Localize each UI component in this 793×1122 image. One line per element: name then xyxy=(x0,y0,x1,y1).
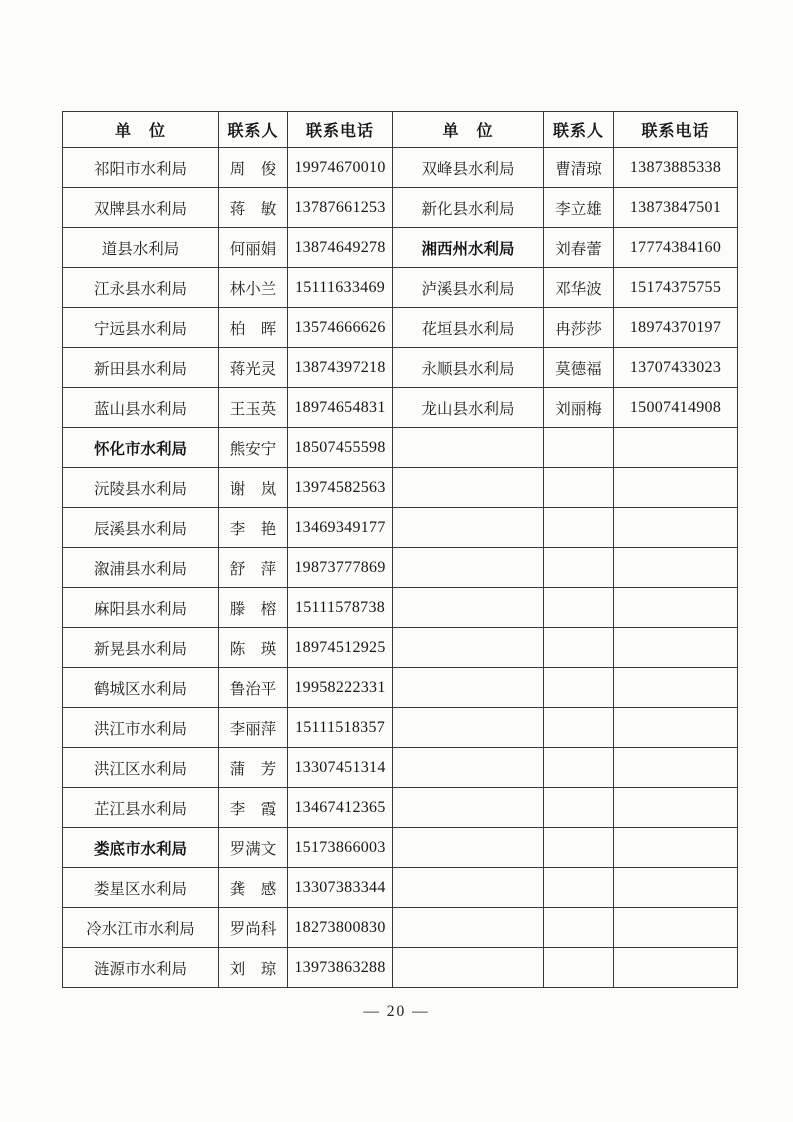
contact-cell-left: 蒋光灵 xyxy=(219,348,288,388)
phone-cell-right xyxy=(614,868,738,908)
table-row xyxy=(63,148,738,188)
contact-cell-right xyxy=(544,708,614,748)
contact-cell-right xyxy=(544,508,614,548)
table-row xyxy=(63,348,738,388)
contact-cell-left: 何丽娟 xyxy=(219,228,288,268)
contact-cell-left: 周 俊 xyxy=(219,148,288,188)
phone-cell-right xyxy=(614,948,738,988)
contact-cell-left: 鲁治平 xyxy=(219,668,288,708)
contact-cell-left: 谢 岚 xyxy=(219,468,288,508)
unit-cell-right xyxy=(393,508,544,548)
contact-cell-left: 蒲 芳 xyxy=(219,748,288,788)
phone-cell-left: 15111633469 xyxy=(288,268,393,308)
table-row xyxy=(63,468,738,508)
phone-cell-right xyxy=(614,748,738,788)
table-row xyxy=(63,908,738,948)
unit-cell-right xyxy=(393,468,544,508)
unit-cell-left: 涟源市水利局 xyxy=(63,948,219,988)
contact-cell-left: 舒 萍 xyxy=(219,548,288,588)
table-row xyxy=(63,428,738,468)
phone-cell-left: 13787661253 xyxy=(288,188,393,228)
table-row xyxy=(63,228,738,268)
contact-cell-right xyxy=(544,548,614,588)
unit-cell-right: 双峰县水利局 xyxy=(393,148,544,188)
contact-cell-left: 柏 晖 xyxy=(219,308,288,348)
contact-cell-left: 王玉英 xyxy=(219,388,288,428)
unit-cell-right xyxy=(393,668,544,708)
phone-cell-right: 15174375755 xyxy=(614,268,738,308)
unit-cell-left: 冷水江市水利局 xyxy=(63,908,219,948)
table-row xyxy=(63,628,738,668)
table-header-row xyxy=(63,112,738,148)
contact-cell-right: 刘丽梅 xyxy=(544,388,614,428)
contact-cell-right xyxy=(544,668,614,708)
phone-cell-left: 13973863288 xyxy=(288,948,393,988)
phone-cell-left: 15111578738 xyxy=(288,588,393,628)
phone-cell-left: 19873777869 xyxy=(288,548,393,588)
unit-cell-left: 双牌县水利局 xyxy=(63,188,219,228)
phone-cell-right: 15007414908 xyxy=(614,388,738,428)
unit-cell-left: 新田县水利局 xyxy=(63,348,219,388)
header-phone-right: 联系电话 xyxy=(614,112,738,148)
phone-cell-left: 13467412365 xyxy=(288,788,393,828)
contact-cell-right xyxy=(544,788,614,828)
table-row xyxy=(63,748,738,788)
contact-cell-right: 曹清琼 xyxy=(544,148,614,188)
unit-cell-left: 娄星区水利局 xyxy=(63,868,219,908)
unit-cell-right xyxy=(393,428,544,468)
table-row xyxy=(63,708,738,748)
contact-cell-left: 龚 感 xyxy=(219,868,288,908)
contact-cell-right: 邓华波 xyxy=(544,268,614,308)
unit-cell-left: 鹤城区水利局 xyxy=(63,668,219,708)
contact-cell-right: 冉莎莎 xyxy=(544,308,614,348)
table-row xyxy=(63,308,738,348)
table-row xyxy=(63,668,738,708)
table-row xyxy=(63,788,738,828)
unit-cell-right: 永顺县水利局 xyxy=(393,348,544,388)
contact-cell-right xyxy=(544,628,614,668)
phone-cell-right xyxy=(614,468,738,508)
table-row xyxy=(63,868,738,908)
phone-cell-left: 13469349177 xyxy=(288,508,393,548)
unit-cell-right xyxy=(393,788,544,828)
phone-cell-right xyxy=(614,628,738,668)
table-row xyxy=(63,508,738,548)
contact-cell-right xyxy=(544,868,614,908)
contact-cell-left: 滕 榕 xyxy=(219,588,288,628)
unit-cell-left: 洪江区水利局 xyxy=(63,748,219,788)
table-row xyxy=(63,388,738,428)
unit-cell-right: 花垣县水利局 xyxy=(393,308,544,348)
unit-cell-left: 洪江市水利局 xyxy=(63,708,219,748)
unit-cell-left: 蓝山县水利局 xyxy=(63,388,219,428)
contact-cell-left: 罗尚科 xyxy=(219,908,288,948)
phone-cell-left: 18974654831 xyxy=(288,388,393,428)
unit-cell-right xyxy=(393,708,544,748)
contact-cell-right xyxy=(544,948,614,988)
contact-cell-right xyxy=(544,468,614,508)
header-unit-left: 单 位 xyxy=(63,112,219,148)
unit-cell-right xyxy=(393,588,544,628)
unit-cell-left: 道县水利局 xyxy=(63,228,219,268)
phone-cell-left: 13307451314 xyxy=(288,748,393,788)
contact-cell-left: 熊安宁 xyxy=(219,428,288,468)
unit-cell-right: 泸溪县水利局 xyxy=(393,268,544,308)
contact-cell-left: 蒋 敏 xyxy=(219,188,288,228)
phone-cell-left: 18507455598 xyxy=(288,428,393,468)
unit-cell-left: 宁远县水利局 xyxy=(63,308,219,348)
unit-cell-right xyxy=(393,868,544,908)
contact-cell-right xyxy=(544,828,614,868)
unit-cell-left: 娄底市水利局 xyxy=(63,828,219,868)
unit-cell-left: 江永县水利局 xyxy=(63,268,219,308)
table-row xyxy=(63,548,738,588)
contact-cell-left: 陈 瑛 xyxy=(219,628,288,668)
phone-cell-right xyxy=(614,508,738,548)
phone-cell-left: 15173866003 xyxy=(288,828,393,868)
contact-cell-right: 莫德福 xyxy=(544,348,614,388)
contact-cell-right: 李立雄 xyxy=(544,188,614,228)
phone-cell-left: 19974670010 xyxy=(288,148,393,188)
contact-cell-right xyxy=(544,748,614,788)
phone-cell-left: 13574666626 xyxy=(288,308,393,348)
contact-cell-right xyxy=(544,588,614,628)
contact-cell-left: 李丽萍 xyxy=(219,708,288,748)
phone-cell-right xyxy=(614,548,738,588)
header-unit-right: 单 位 xyxy=(393,112,544,148)
unit-cell-right xyxy=(393,748,544,788)
phone-cell-right xyxy=(614,668,738,708)
unit-cell-left: 祁阳市水利局 xyxy=(63,148,219,188)
phone-cell-left: 13307383344 xyxy=(288,868,393,908)
table-row xyxy=(63,588,738,628)
contact-cell-left: 李 霞 xyxy=(219,788,288,828)
contact-table xyxy=(62,111,738,988)
unit-cell-left: 溆浦县水利局 xyxy=(63,548,219,588)
phone-cell-right xyxy=(614,428,738,468)
phone-cell-right xyxy=(614,588,738,628)
contact-cell-left: 罗满文 xyxy=(219,828,288,868)
phone-cell-right xyxy=(614,828,738,868)
table-row xyxy=(63,948,738,988)
phone-cell-right: 13707433023 xyxy=(614,348,738,388)
unit-cell-left: 芷江县水利局 xyxy=(63,788,219,828)
header-contact-right: 联系人 xyxy=(544,112,614,148)
phone-cell-left: 15111518357 xyxy=(288,708,393,748)
unit-cell-left: 辰溪县水利局 xyxy=(63,508,219,548)
phone-cell-left: 18974512925 xyxy=(288,628,393,668)
phone-cell-right: 13873885338 xyxy=(614,148,738,188)
unit-cell-left: 新晃县水利局 xyxy=(63,628,219,668)
contact-cell-right xyxy=(544,908,614,948)
unit-cell-left: 沅陵县水利局 xyxy=(63,468,219,508)
phone-cell-left: 19958222331 xyxy=(288,668,393,708)
unit-cell-right xyxy=(393,948,544,988)
phone-cell-left: 13874397218 xyxy=(288,348,393,388)
table-row xyxy=(63,828,738,868)
header-contact-left: 联系人 xyxy=(219,112,288,148)
phone-cell-right: 18974370197 xyxy=(614,308,738,348)
phone-cell-left: 18273800830 xyxy=(288,908,393,948)
unit-cell-right: 湘西州水利局 xyxy=(393,228,544,268)
contact-cell-left: 刘 琼 xyxy=(219,948,288,988)
unit-cell-right xyxy=(393,908,544,948)
unit-cell-right: 新化县水利局 xyxy=(393,188,544,228)
phone-cell-left: 13874649278 xyxy=(288,228,393,268)
contact-cell-left: 林小兰 xyxy=(219,268,288,308)
table-row xyxy=(63,268,738,308)
phone-cell-right xyxy=(614,788,738,828)
contact-cell-right xyxy=(544,428,614,468)
contact-cell-left: 李 艳 xyxy=(219,508,288,548)
header-phone-left: 联系电话 xyxy=(288,112,393,148)
phone-cell-right xyxy=(614,908,738,948)
contact-cell-right: 刘春蕾 xyxy=(544,228,614,268)
page-number: — 20 — xyxy=(363,1003,430,1020)
unit-cell-left: 麻阳县水利局 xyxy=(63,588,219,628)
phone-cell-right: 13873847501 xyxy=(614,188,738,228)
unit-cell-right: 龙山县水利局 xyxy=(393,388,544,428)
unit-cell-right xyxy=(393,828,544,868)
unit-cell-right xyxy=(393,628,544,668)
phone-cell-right: 17774384160 xyxy=(614,228,738,268)
phone-cell-left: 13974582563 xyxy=(288,468,393,508)
table-body xyxy=(63,148,738,988)
unit-cell-right xyxy=(393,548,544,588)
unit-cell-left: 怀化市水利局 xyxy=(63,428,219,468)
table-row xyxy=(63,188,738,228)
phone-cell-right xyxy=(614,708,738,748)
